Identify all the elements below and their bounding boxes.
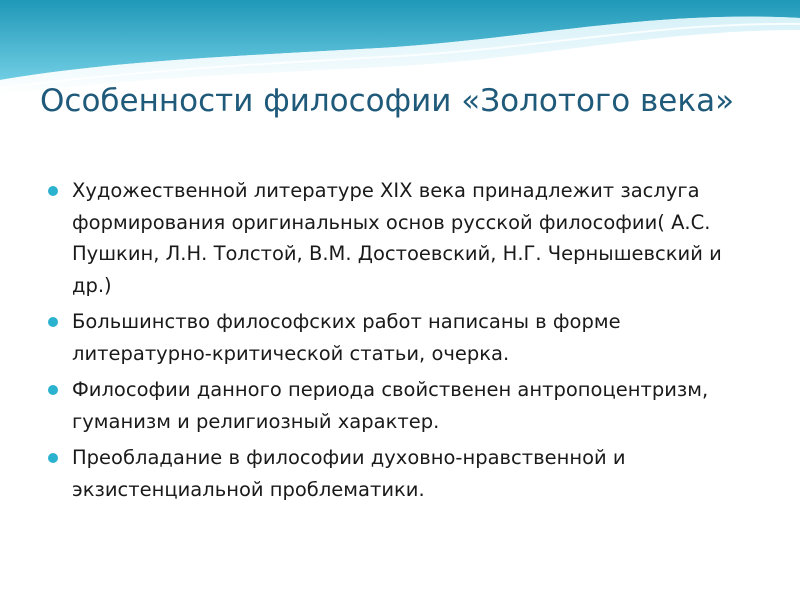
round-bullet-icon: [48, 453, 58, 463]
round-bullet-icon: [48, 186, 58, 196]
slide-title: Особенности философии «Золотого века»: [40, 83, 735, 119]
bullet-list: [46, 175, 756, 510]
bullet-item: [46, 374, 756, 437]
bullet-text: Большинство философских работ написаны в форме литературно-критической статьи, очерка.: [72, 310, 621, 365]
bullet-item: [46, 306, 756, 369]
bullet-item: [46, 175, 756, 301]
bullet-item: [46, 442, 756, 505]
bullet-text: Философии данного периода свойственен антропоцентризм, гуманизм и религиозный характер.: [72, 378, 709, 433]
round-bullet-icon: [48, 385, 58, 395]
bullet-text: Преобладание в философии духовно-нравственной и экзистенциальной проблематики.: [72, 446, 626, 501]
round-bullet-icon: [48, 317, 58, 327]
bullet-text: Художественной литературе XIX века принадлежит заслуга формирования оригинальных основ русской философии( А.С. Пушкин, Л.Н. Толстой, В.М. Достоевский, Н.Г. Чернышевский и др.): [72, 179, 722, 297]
